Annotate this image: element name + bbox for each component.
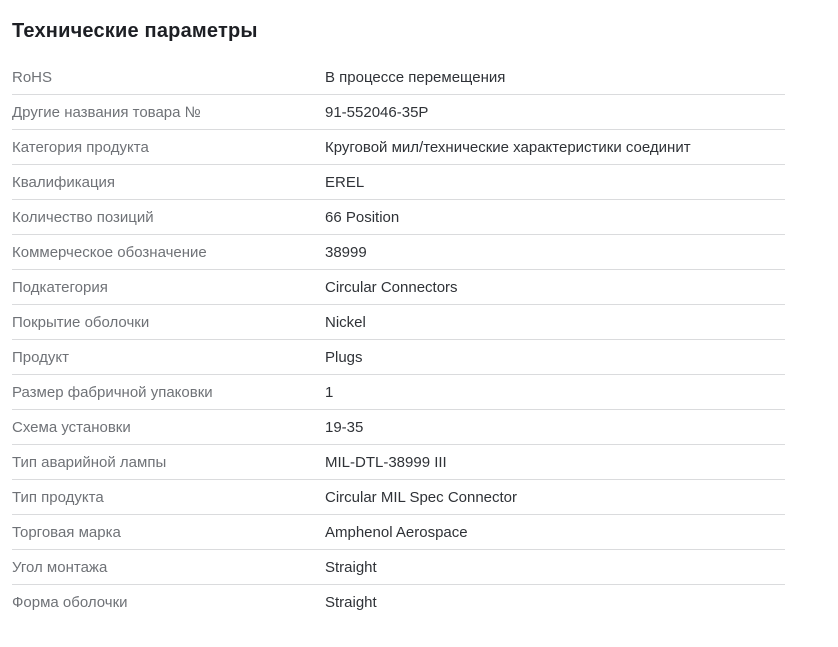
section-title: Технические параметры (12, 20, 258, 42)
spec-value: 91-552046-35P (325, 103, 429, 121)
spec-table (12, 60, 785, 620)
table-row (12, 60, 785, 95)
spec-label: Категория продукта (12, 138, 149, 156)
table-row (12, 235, 785, 270)
table-row (12, 305, 785, 340)
spec-label: Коммерческое обозначение (12, 243, 207, 261)
spec-label: Размер фабричной упаковки (12, 383, 213, 401)
spec-value: MIL-DTL-38999 III (325, 453, 447, 471)
spec-value: 19-35 (325, 418, 364, 436)
table-row (12, 550, 785, 585)
spec-label: Другие названия товара № (12, 103, 201, 121)
table-row (12, 130, 785, 165)
spec-label: Торговая марка (12, 523, 121, 541)
spec-label: Угол монтажа (12, 558, 108, 576)
spec-value: Amphenol Aerospace (325, 523, 468, 541)
table-row (12, 515, 785, 550)
spec-value: Круговой мил/технические характеристики соединит (325, 138, 691, 156)
spec-value: Straight (325, 594, 377, 611)
spec-value: 38999 (325, 243, 367, 261)
spec-value: Nickel (325, 313, 366, 331)
spec-label: Продукт (12, 348, 69, 366)
spec-label: RoHS (12, 68, 53, 86)
table-row (12, 200, 785, 235)
table-row (12, 165, 785, 200)
spec-label: Количество позиций (12, 208, 154, 226)
spec-value: Straight (325, 558, 377, 576)
spec-label: Форма оболочки (12, 594, 128, 611)
spec-label: Подкатегория (12, 278, 108, 296)
table-row (12, 95, 785, 130)
spec-label: Покрытие оболочки (12, 313, 150, 331)
spec-label: Схема установки (12, 418, 131, 436)
spec-label: Тип продукта (12, 488, 104, 506)
table-row (12, 410, 785, 445)
spec-label: Тип аварийной лампы (12, 453, 167, 471)
table-row (12, 375, 785, 410)
spec-value: Circular MIL Spec Connector (325, 488, 518, 506)
table-row (12, 445, 785, 480)
table-row (12, 340, 785, 375)
spec-value: Circular Connectors (325, 278, 458, 296)
spec-value: В процессе перемещения (325, 68, 506, 86)
table-row (12, 585, 785, 620)
spec-value: 1 (325, 383, 334, 401)
spec-value: 66 Position (325, 208, 400, 226)
spec-value: EREL (325, 173, 365, 191)
table-row (12, 270, 785, 305)
table-row (12, 480, 785, 515)
spec-label: Квалификация (12, 173, 116, 191)
spec-value: Plugs (325, 348, 363, 366)
